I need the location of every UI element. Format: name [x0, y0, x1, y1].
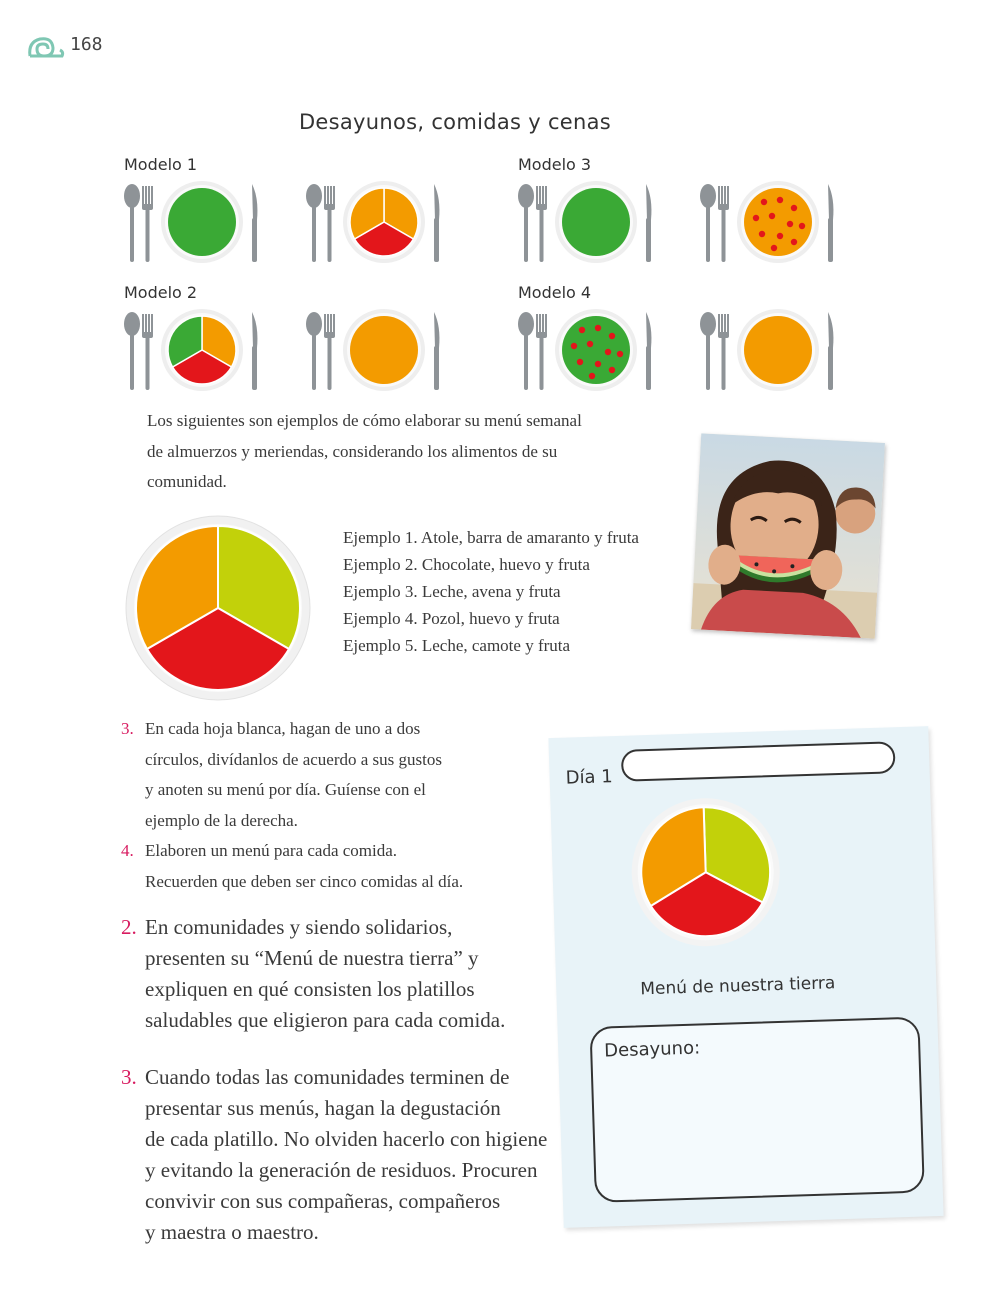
step-line: presenten su “Menú de nuestra tierra” y	[145, 946, 479, 970]
place-setting	[698, 308, 838, 392]
place-setting	[698, 180, 838, 264]
place-setting	[516, 180, 656, 264]
plate	[161, 181, 243, 263]
step-line: ejemplo de la derecha.	[145, 810, 298, 830]
plate	[161, 309, 243, 391]
step-4-small	[121, 836, 551, 897]
step-line: saludables que eligieron para cada comida.	[145, 1008, 506, 1032]
knife-icon	[828, 312, 833, 390]
fork-icon	[324, 186, 335, 262]
page-number: 168	[70, 34, 103, 55]
intro-line: comunidad.	[147, 472, 227, 491]
intro-line: Los siguientes son ejemplos de cómo elaborar su menú semanal	[147, 411, 582, 430]
knife-icon	[828, 184, 833, 262]
fork-icon	[718, 314, 729, 390]
step-line: círculos, divídanlos de acuerdo a sus gustos	[145, 749, 442, 769]
step-line: convivir con sus compañeras, compañeros	[145, 1189, 501, 1213]
step-2-big	[121, 912, 561, 1036]
model-label-3: Modelo 3	[518, 155, 592, 174]
step-number: 4.	[121, 841, 134, 860]
knife-icon	[434, 184, 439, 262]
menu-card	[548, 726, 943, 1228]
plate	[737, 309, 819, 391]
spoon-icon	[306, 312, 322, 390]
fork-icon	[142, 186, 153, 262]
knife-icon	[646, 184, 651, 262]
step-number: 3.	[121, 1065, 137, 1089]
step-line: de cada platillo. No olviden hacerlo con higiene	[145, 1127, 548, 1151]
snail-icon	[26, 34, 66, 60]
example-item: Ejemplo 3. Leche, avena y fruta	[343, 582, 561, 601]
plate	[737, 181, 819, 263]
model-label-1: Modelo 1	[124, 155, 198, 174]
step-3-small	[121, 714, 551, 836]
fork-icon	[718, 186, 729, 262]
spoon-icon	[306, 184, 322, 262]
plate	[555, 181, 637, 263]
fork-icon	[142, 314, 153, 390]
knife-icon	[252, 184, 257, 262]
breakfast-box[interactable]	[589, 1017, 924, 1203]
menu-title: Menú de nuestra tierra	[640, 973, 836, 1000]
girl-watermelon-image	[691, 433, 885, 638]
example-item: Ejemplo 1. Atole, barra de amaranto y fruta	[343, 528, 639, 547]
fork-icon	[536, 314, 547, 390]
step-line: En cada hoja blanca, hagan de uno a dos	[145, 719, 421, 738]
fork-icon	[536, 186, 547, 262]
photo-girl-watermelon	[691, 433, 885, 638]
spoon-icon	[700, 312, 716, 390]
spoon-icon	[124, 312, 140, 390]
spoon-icon	[518, 184, 534, 262]
intro-paragraph	[147, 406, 617, 498]
step-line: y evitando la generación de residuos. Procuren	[145, 1158, 538, 1182]
model-label-4: Modelo 4	[518, 283, 592, 302]
knife-icon	[434, 312, 439, 390]
step-line: Recuerden que deben ser cinco comidas al día.	[145, 871, 464, 891]
step-line: y maestra o maestro.	[145, 1220, 319, 1244]
step-number: 3.	[121, 719, 134, 738]
spoon-icon	[518, 312, 534, 390]
place-setting	[122, 308, 262, 392]
day-name-field[interactable]	[621, 741, 896, 782]
knife-icon	[252, 312, 257, 390]
place-setting	[304, 180, 444, 264]
step-number: 2.	[121, 915, 137, 939]
card-plate	[628, 795, 783, 950]
step-3-big	[121, 1062, 571, 1248]
model-label-2: Modelo 2	[124, 283, 198, 302]
place-setting	[304, 308, 444, 392]
spoon-icon	[700, 184, 716, 262]
place-setting	[122, 180, 262, 264]
plate	[555, 309, 637, 391]
place-setting	[516, 308, 656, 392]
breakfast-label: Desayuno:	[603, 1037, 701, 1062]
step-line: Elaboren un menú para cada comida.	[145, 841, 398, 860]
plate	[343, 309, 425, 391]
step-line: expliquen en qué consisten los platillos	[145, 977, 475, 1001]
fork-icon	[324, 314, 335, 390]
plate	[343, 181, 425, 263]
step-line: presentar sus menús, hagan la degustación	[145, 1096, 501, 1120]
example-item: Ejemplo 5. Leche, camote y fruta	[343, 636, 571, 655]
intro-line: de almuerzos y meriendas, considerando los alimentos de su	[147, 441, 558, 461]
step-line: y anoten su menú por día. Guíense con el	[145, 780, 426, 799]
day-label: Día 1	[565, 766, 614, 789]
example-item: Ejemplo 4. Pozol, huevo y fruta	[343, 609, 560, 628]
knife-icon	[646, 312, 651, 390]
example-plate	[124, 514, 312, 702]
step-line: En comunidades y siendo solidarios,	[145, 915, 453, 939]
step-line: Cuando todas las comunidades terminen de	[145, 1065, 510, 1089]
example-item: Ejemplo 2. Chocolate, huevo y fruta	[343, 555, 590, 574]
page-title: Desayunos, comidas y cenas	[298, 110, 612, 134]
examples-list	[343, 524, 673, 659]
spoon-icon	[124, 184, 140, 262]
